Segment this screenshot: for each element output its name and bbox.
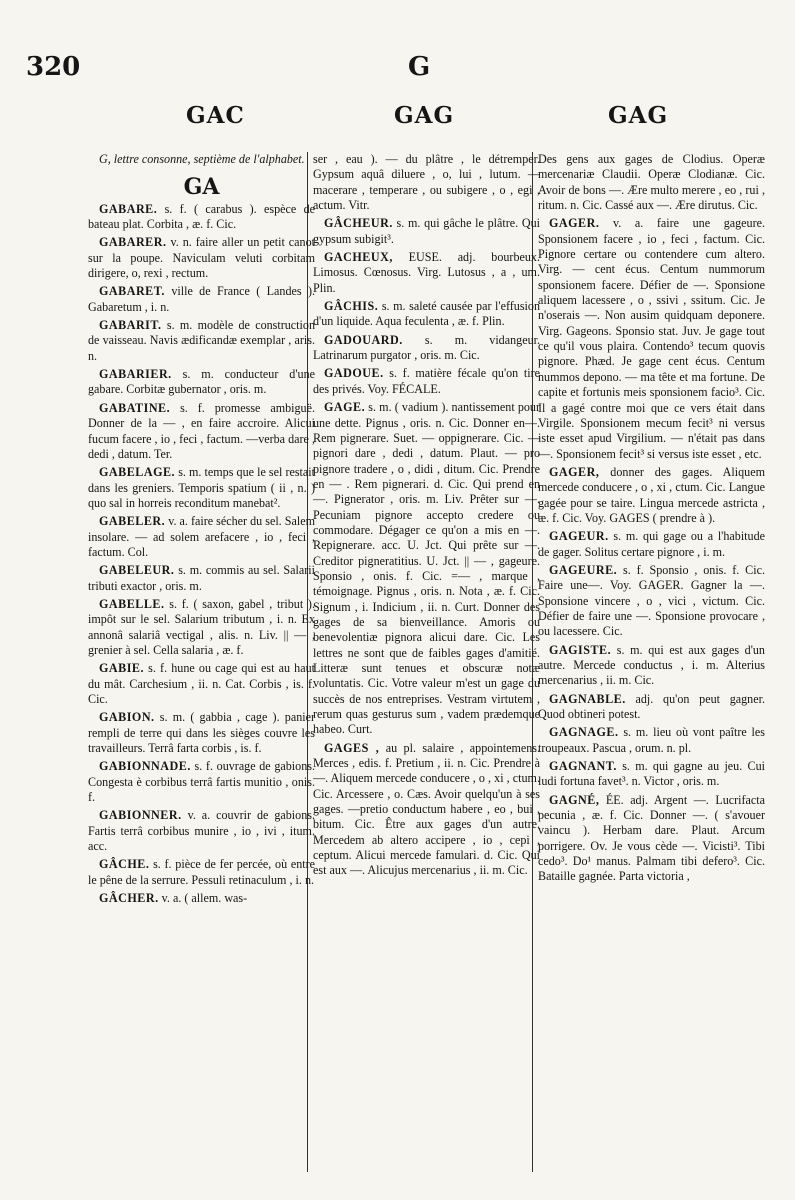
entry-headword: GABELEUR. xyxy=(99,563,175,578)
entry-headword: GABARIT. xyxy=(99,318,162,333)
entry-headword: GABELER. xyxy=(99,514,166,529)
entry-headword: GAGISTE. xyxy=(549,642,612,657)
dictionary-entry xyxy=(538,692,765,723)
entries-list xyxy=(313,216,540,878)
entry-headword: GAGER. xyxy=(549,216,600,231)
dictionary-entry xyxy=(88,891,315,906)
entry-headword: GABARE. xyxy=(99,201,158,216)
entry-text: v. n. faire aller un petit canot sur la poupe. Naviculam veluti corbitam dirigere, o, rexi , rectum. xyxy=(88,235,315,281)
entry-headword: GADOUARD. xyxy=(324,332,403,347)
letter-intro: G, lettre consonne, septième de l'alphabet. xyxy=(99,152,305,166)
entry-headword: GÂCHIS. xyxy=(324,299,379,314)
entry-headword: GÂCHE. xyxy=(99,857,150,872)
column-1 xyxy=(88,152,315,1172)
column-3 xyxy=(538,152,765,1172)
dictionary-entry xyxy=(88,284,315,315)
entry-text: s. m. ( gabbia , cage ). panier rempli de terre qui dans les sièges couvre les travailleurs. Terrâ farta corbis , is. f. xyxy=(88,710,315,756)
dictionary-entry xyxy=(88,235,315,281)
entry-text: s. m. vidangeur. Latrinarum purgator , oris. m. Cic. xyxy=(313,332,540,363)
section-heading: GA xyxy=(183,174,220,201)
entry-text: s. f. ( saxon, gabel , tribut ). impôt sur le sel. Salarium tributum , i. n. Ex annonâ salariâ vectigal , alis. n. Liv. || — , grenier à sel. Cella salaria , æ. f. xyxy=(88,596,315,657)
entry-headword: GABARIER. xyxy=(99,367,172,382)
dictionary-entry xyxy=(313,299,540,330)
dictionary-entry xyxy=(538,725,765,756)
entry-headword: GABARET. xyxy=(99,284,165,299)
entry-headword: GACHEUX, xyxy=(324,250,393,265)
entry-text: s. f. matière fécale qu'on tire des privés. Voy. FÉCALE. xyxy=(313,366,540,396)
dictionary-entry xyxy=(88,401,315,462)
entry-headword: GABION. xyxy=(99,710,155,725)
entry-text: s. f. pièce de fer percée, où entre le pêne de la serrure. Pessuli retinaculum , i. n. xyxy=(88,857,315,887)
entry-headword: GAGE. xyxy=(324,400,366,415)
entry-headword: GAGNANT. xyxy=(549,759,617,774)
dictionary-entry xyxy=(313,250,540,296)
dictionary-entry xyxy=(88,710,315,756)
dictionary-entry xyxy=(538,465,765,526)
entry-headword: GAGNABLE. xyxy=(549,691,626,706)
entry-text: s. m. qui est aux gages d'un autre. Mercede conductus , i. m. Alterius mercenarius , ii. m. Cic. xyxy=(538,642,765,688)
entry-text: v. a. couvrir de gabions. Fartis terrâ corbibus munire , io , ivi , itum. acc. xyxy=(88,808,315,854)
entry-headword: GÂCHER. xyxy=(99,891,159,906)
entry-headword: GAGEURE. xyxy=(549,562,618,577)
entry-text: s. m. conducteur d'une gabare. Corbitæ gubernator , oris. m. xyxy=(88,367,315,397)
dictionary-entry xyxy=(88,857,315,888)
guide-word-left: GAC xyxy=(186,102,245,129)
entry-text: ville de France ( Landes ). Gabaretum , i. n. xyxy=(88,284,315,314)
entry-text: s. f. Sponsio , onis. f. Cic. Faire une—. Voy. GAGER. Gagner la —. Sponsione vincere , o , vici , victum. Cic. Défier de faire une —. Sponsione provocare , ou lacessere. Cic. xyxy=(538,562,765,639)
dictionary-entry xyxy=(313,216,540,247)
entry-headword: GAGNÉ, xyxy=(549,792,600,807)
dictionary-entry xyxy=(88,759,315,805)
dictionary-entry xyxy=(88,202,315,233)
entries-list xyxy=(538,216,765,884)
entry-headword: GABIE. xyxy=(99,661,145,676)
continued-entry: Des gens aux gages de Clodius. Operæ mercenariæ Claudii. Operæ Clodianæ. Cic. Avoir de bons —. Ære multo merere , eo , rui , ritum. n. Cic. Cassé aux —. Ære dirutus. Cic. xyxy=(538,152,765,213)
entry-headword: GAGER, xyxy=(549,464,600,479)
dictionary-entry xyxy=(538,529,765,560)
entry-text: s. m. saleté causée par l'effusion d'un liquide. Aqua feculenta , æ. f. Plin. xyxy=(313,299,540,329)
entry-text: s. f. ( carabus ). espèce de bateau plat. Corbita , æ. f. Cic. xyxy=(88,201,315,232)
continued-entry: ser , eau ). — du plâtre , le détremper. Gypsum aquâ diluere , o, lui , lutum. — macerare , temperare , ou subigere , o , egi , actum. Vitr. xyxy=(313,152,540,213)
entry-headword: GABARER. xyxy=(99,235,167,250)
dictionary-entry xyxy=(88,597,315,658)
entry-headword: GAGES , xyxy=(324,740,380,755)
entry-text: s. m. qui gagne au jeu. Cui ludi fortuna favet³. n. Victor , oris. m. xyxy=(538,759,765,789)
dictionary-entry xyxy=(88,514,315,560)
dictionary-entry xyxy=(538,793,765,885)
entry-text: donner des gages. Aliquem mercede conducere , o , xi , ctum. Cic. Langue gagée pour se taire. Lingua mercede astricta , æ. f. Cic. Voy. GAGES ( prendre à ). xyxy=(538,464,765,525)
entry-headword: GAGNAGE. xyxy=(549,725,619,740)
entry-text: ÉE. adj. Argent —. Lucrifacta pecunia , æ. f. Cic. Donner —. ( s'avouer vaincu ). Herbam dare. Plaut. Arcum porrigere. Ov. Je vous cède —. Vicisti³. Tibi cedo³. Do¹ manus. Palmam tibi defero³. Cic. Bataille gagnée. Parta victoria , xyxy=(538,792,765,884)
dictionary-entry xyxy=(88,808,315,854)
entry-text: v. a. faire une gageure. Sponsionem facere , io , feci , factum. Cic. Pignore certare ou contendere cum altero. Virg. — cent écus. Centum nummorum sponsionem facere. Défier de —. Sponsione aliquem lacessere , o , ssivi , ssitum. Cic. Je n'oserais —. Non ausim quidquam deponere. Virg. Gageons. Sponsio stat. Juv. Je gage tout ce qu'il vous plaira. Contendo³ tecum quovis pignore. Phæd. Je gage cent écus. Centum nummos depono. — ma tête et ma fortune. De capite et fortunis meis sponsionem facio³. Cic. Il a gagé contre moi que ce vers était dans Virgile. Sponsionem mecum fecit³ ni versus iste esset apud Virgilium. — n'était pas dans —. Sponsionem fecit³ si versus iste esset , etc. xyxy=(538,216,765,461)
entry-text: s. m. commis au sel. Salarii tributi exactor , oris. m. xyxy=(88,563,315,593)
entry-headword: GAGEUR. xyxy=(549,529,609,544)
entry-text: s. m. qui gage ou a l'habitude de gager. Solitus certare pignore , i. m. xyxy=(538,529,765,559)
column-2 xyxy=(313,152,540,1172)
section-letter: G xyxy=(408,52,431,82)
entry-headword: GABIONNADE. xyxy=(99,759,191,774)
dictionary-entry xyxy=(538,563,765,640)
dictionary-entry xyxy=(538,216,765,462)
entry-text: adj. qu'on peut gagner. Quod obtineri potest. xyxy=(538,691,765,722)
entry-text: s. f. ouvrage de gabions. Congesta è corbibus terrâ fartis munitio , onis. f. xyxy=(88,759,315,805)
entry-headword: GADOUE. xyxy=(324,366,384,381)
entry-headword: GABATINE. xyxy=(99,400,171,415)
entry-text: v. a. faire sécher du sel. Salem insolare. — ad solem arefacere , io , feci , factum. Col. xyxy=(88,514,315,559)
dictionary-entry xyxy=(88,367,315,398)
dictionary-entry xyxy=(313,333,540,364)
dictionary-entry xyxy=(88,661,315,707)
entry-text: au pl. salaire , appointemens. Merces , edis. f. Pretium , ii. n. Cic. Prendre à —. Aliquem mercede conducere , o , xi , ctum. Cic. Arcessere , o. Cæs. Avoir quelqu'un à ses gages. —pretio conductum habere , eo , bui , bitum. Cic. Être aux gages d'un autre. Mercedem ab altero accipere , io , cepi , ceptum. Alicui mercede famulari. d. Cic. Qui est aux —. Alicujus mercenarius , ii. m. Cic. xyxy=(313,740,540,878)
dictionary-entry xyxy=(88,563,315,594)
entry-text: s. f. hune ou cage qui est au haut du mât. Carchesium , ii. n. Cat. Corbis , is. f. Cic. xyxy=(88,661,315,706)
guide-word-right: GAG xyxy=(608,102,669,129)
dictionary-entry xyxy=(538,759,765,790)
dictionary-entry xyxy=(313,400,540,738)
entry-text: s. f. promesse ambiguë. Donner de la — , en faire accroire. Alicui fucum facere , io , feci , factum. —verba dare , dedi , datum. Ter. xyxy=(88,400,315,461)
entry-text: EUSE. adj. bourbeux. Limosus. Cœnosus. Virg. Lutosus , a , um. Plin. xyxy=(313,250,540,295)
entry-text: s. m. lieu où vont paître les troupeaux. Pascua , orum. n. pl. xyxy=(538,725,765,755)
entry-text: s. m. temps que le sel restait dans les greniers. Temporis spatium ( ii , n. ) quo sal in horreis reconditum manebat². xyxy=(88,465,315,510)
entry-text: s. m. qui gâche le plâtre. Qui gypsum subigit³. xyxy=(313,216,540,246)
entry-text: s. m. modèle de construction de vaisseau. Navis ædificandæ exemplar , aris. n. xyxy=(88,318,315,363)
entry-text: v. a. ( allem. was- xyxy=(161,891,248,906)
dictionary-entry xyxy=(313,741,540,879)
dictionary-entry xyxy=(538,643,765,689)
entry-headword: GABELAGE. xyxy=(99,465,176,480)
entry-text: s. m. ( vadium ). nantissement pour une dette. Pignus , oris. n. Cic. Donner en—. Rem pignerare. Suet. — oppignerare. Cic. — pignori dare , dedi , datum. Plaut. — pro pignore tradere , o , didi , ditum. Cic. Prendre en — . Rem pignerari. d. Cic. Qui prend en —. Pignerator , oris. m. Liv. Prêter sur —. Pecuniam pignore accepto credere ou commodare. Dégager ce qu'on a mis en —. Repignerare. acc. U. Jct. Qui prête sur —. Creditor pigneratitius. U. Jct. || — , gageure. Sponsio , onis. f. Cic. =— , marque , témoignage. Pignus , oris. n. Nota , æ. f. Cic. Signum , i. Indicium , ii. n. Curt. Donner des gages de sa bienveillance. Amoris ou benevolentiæ pignora alicui dare. Cic. Les lettres ne sont que de faibles gages d'amitié. Litteræ sunt tenues et obscuræ notæ voluntatis. Cic. Votre valeur m'est un gage du succès de nos entreprises. Vestram virtutem , rerum quas gesturus sum , vadem prædemque habeo. Curt. xyxy=(313,400,540,737)
entry-headword: GÂCHEUR. xyxy=(324,216,393,231)
dictionary-entry xyxy=(88,465,315,511)
entries-list xyxy=(88,202,315,907)
guide-word-center: GAG xyxy=(394,102,455,129)
entry-headword: GABELLE. xyxy=(99,596,165,611)
dictionary-entry xyxy=(88,318,315,364)
entry-headword: GABIONNER. xyxy=(99,808,182,823)
page-number: 320 xyxy=(26,52,81,82)
dictionary-entry xyxy=(313,366,540,397)
